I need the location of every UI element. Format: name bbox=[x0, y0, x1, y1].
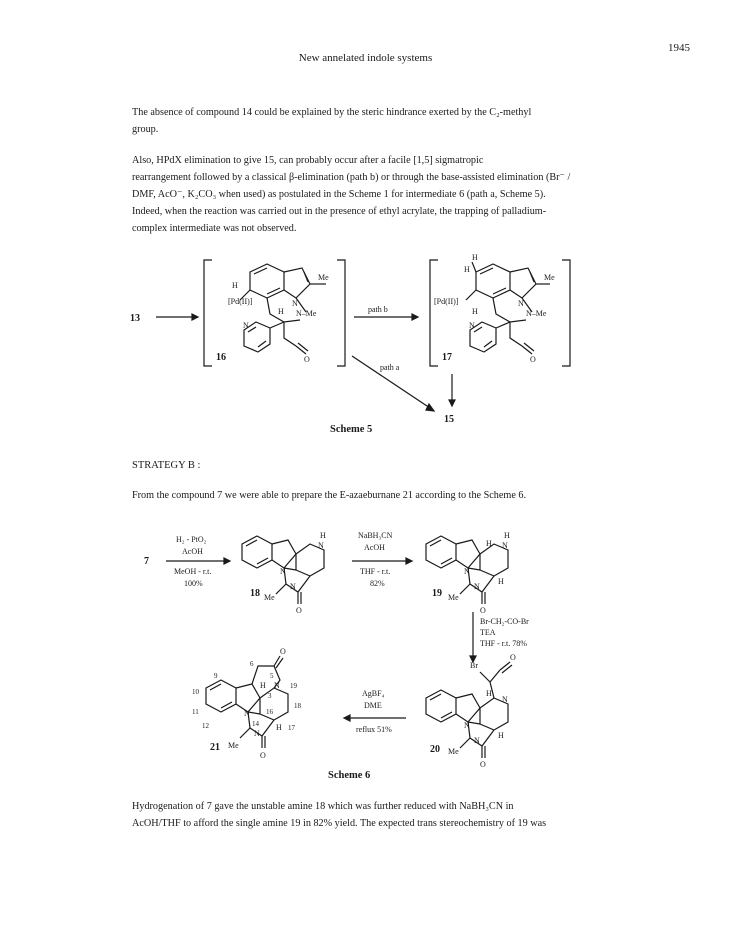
h-label-17c: H bbox=[472, 307, 478, 316]
num-19: 19 bbox=[290, 682, 297, 690]
pd-label-16: [Pd(II)] bbox=[228, 297, 253, 306]
step4-condition: reflux 51% bbox=[356, 725, 392, 734]
n-label-17b: N bbox=[469, 321, 475, 330]
h-label-19a: H bbox=[504, 531, 510, 540]
n-label-16a: N bbox=[292, 299, 298, 308]
o-label-20b: O bbox=[480, 760, 486, 769]
pd-label-17: [Pd(II)] bbox=[434, 297, 459, 306]
o-label-20a: O bbox=[510, 653, 516, 662]
scheme-5-caption: Scheme 5 bbox=[330, 424, 373, 435]
compound-21-label: 21 bbox=[210, 742, 220, 753]
step1-condition-1: MeOH - r.t. bbox=[174, 567, 212, 576]
para2-line5: complex intermediate was not observed. bbox=[132, 223, 297, 234]
page-number: 1945 bbox=[668, 42, 690, 54]
step1-reagent-1: H₂ - PtO₂ bbox=[176, 535, 207, 544]
o-label-19: O bbox=[480, 606, 486, 615]
br-label-20: Br bbox=[470, 661, 478, 670]
h-label-17b: H bbox=[472, 253, 478, 262]
h-label-21a: H bbox=[260, 681, 266, 690]
nme-label-17: N–Me bbox=[526, 309, 547, 318]
compound-13-label: 13 bbox=[130, 313, 140, 324]
me-label-16: Me bbox=[318, 273, 329, 282]
h-label-16a: H bbox=[232, 281, 238, 290]
para3-line2: AcOH/THF to afford the single amine 19 in 82% yield. The expected trans stereochemistry of 19 was bbox=[132, 818, 547, 829]
num-6: 6 bbox=[250, 660, 254, 668]
h-label-21b: H bbox=[276, 723, 282, 732]
paragraph-compound-14 bbox=[132, 104, 608, 138]
step2-reagent-1: NaBH₃CN bbox=[358, 531, 393, 540]
scheme-5-diagram bbox=[100, 250, 620, 440]
paragraph-hydrogenation bbox=[132, 798, 608, 832]
step3-reagent-1: Br-CH₂-CO-Br bbox=[480, 617, 529, 626]
h-label-20a: H bbox=[486, 689, 492, 698]
num-16: 16 bbox=[266, 708, 273, 716]
running-title: New annelated indole systems bbox=[298, 52, 433, 64]
o-label-18: O bbox=[296, 606, 302, 615]
nme-label-16: N–Me bbox=[296, 309, 317, 318]
para1-line2: group. bbox=[132, 124, 159, 135]
scheme-6-caption: Scheme 6 bbox=[328, 770, 371, 781]
num-14: 14 bbox=[252, 720, 259, 728]
compound-7-label: 7 bbox=[144, 556, 149, 567]
strategy-heading: STRATEGY B : bbox=[132, 460, 201, 471]
step4-reagent-1: AgBF₄ bbox=[362, 689, 385, 698]
me-label-19: Me bbox=[448, 593, 459, 602]
scheme-6-diagram bbox=[130, 516, 610, 786]
path-b-label: path b bbox=[368, 305, 388, 314]
step1-reagent-2: AcOH bbox=[182, 547, 203, 556]
n-label-18a: N bbox=[318, 541, 324, 550]
step2-condition-2: 82% bbox=[370, 579, 385, 588]
n-label-19b: N bbox=[464, 567, 470, 576]
n-label-16b: N bbox=[243, 321, 249, 330]
step2-condition-1: THF - r.t. bbox=[360, 567, 391, 576]
n-label-20c: N bbox=[474, 736, 480, 745]
n-label-18b: N bbox=[280, 567, 286, 576]
h-label-16b: H bbox=[278, 307, 284, 316]
para2-line4: Indeed, when the reaction was carried out in the presence of ethyl acrylate, the trapping of palladium- bbox=[132, 206, 547, 217]
num-17: 17 bbox=[288, 724, 295, 732]
n-label-17a: N bbox=[518, 299, 524, 308]
h-label-19b: H bbox=[486, 539, 492, 548]
num-12: 12 bbox=[202, 722, 209, 730]
n-label-21a: N bbox=[274, 681, 280, 690]
n-label-19c: N bbox=[474, 582, 480, 591]
num-18: 18 bbox=[294, 702, 301, 710]
strategy-sentence: From the compound 7 we were able to prepare the E-azaeburnane 21 according to the Scheme 6. bbox=[132, 490, 527, 501]
num-3: 3 bbox=[268, 692, 272, 700]
n-label-19a: N bbox=[502, 541, 508, 550]
intermediate-17-label: 17 bbox=[442, 352, 452, 363]
compound-18-label: 18 bbox=[250, 588, 260, 599]
step3-condition: THF - r.t. 78% bbox=[480, 639, 527, 648]
h-label-18: H bbox=[320, 531, 326, 540]
step4-reagent-2: DME bbox=[364, 701, 382, 710]
h-label-17a: H bbox=[464, 265, 470, 274]
me-label-18: Me bbox=[264, 593, 275, 602]
me-label-20: Me bbox=[448, 747, 459, 756]
compound-20-label: 20 bbox=[430, 744, 440, 755]
paragraph-hpdx bbox=[132, 152, 608, 237]
step3-reagent-2: TEA bbox=[480, 628, 496, 637]
me-label-21: Me bbox=[228, 741, 239, 750]
step2-reagent-2: AcOH bbox=[364, 543, 385, 552]
product-15-label: 15 bbox=[444, 414, 454, 425]
num-11: 11 bbox=[192, 708, 199, 716]
para2-line3: DMF, AcO⁻, K₂CO₃ when used) as postulated in the Scheme 1 for intermediate 6 (path a, Scheme 5). bbox=[132, 189, 546, 200]
num-10: 10 bbox=[192, 688, 199, 696]
intermediate-16-label: 16 bbox=[216, 352, 226, 363]
h-label-19c: H bbox=[498, 577, 504, 586]
para2-line2: rearrangement followed by a classical β-elimination (path b) or through the base-assisted elimination (Br⁻ / bbox=[132, 172, 571, 183]
n-label-20a: N bbox=[502, 695, 508, 704]
compound-19-label: 19 bbox=[432, 588, 442, 599]
me-label-17: Me bbox=[544, 273, 555, 282]
para3-line1: Hydrogenation of 7 gave the unstable amine 18 which was further reduced with NaBH₃CN in bbox=[132, 801, 514, 812]
num-5: 5 bbox=[270, 672, 274, 680]
n-label-20b: N bbox=[464, 721, 470, 730]
h-label-20b: H bbox=[498, 731, 504, 740]
o-label-17: O bbox=[530, 355, 536, 364]
step1-condition-2: 100% bbox=[184, 579, 203, 588]
n-label-18c: N bbox=[290, 582, 296, 591]
o-label-21a: O bbox=[280, 647, 286, 656]
para2-line1: Also, HPdX elimination to give 15, can probably occur after a facile [1,5] sigmatropic bbox=[132, 155, 484, 166]
n-label-21c: N bbox=[254, 729, 260, 738]
path-a-label: path a bbox=[380, 363, 400, 372]
num-9: 9 bbox=[214, 672, 218, 680]
o-label-21b: O bbox=[260, 751, 266, 760]
n-label-21b: N bbox=[244, 709, 250, 718]
para1-line1: The absence of compound 14 could be explained by the steric hindrance exerted by the C₂-methyl bbox=[132, 107, 532, 118]
o-label-16: O bbox=[304, 355, 310, 364]
